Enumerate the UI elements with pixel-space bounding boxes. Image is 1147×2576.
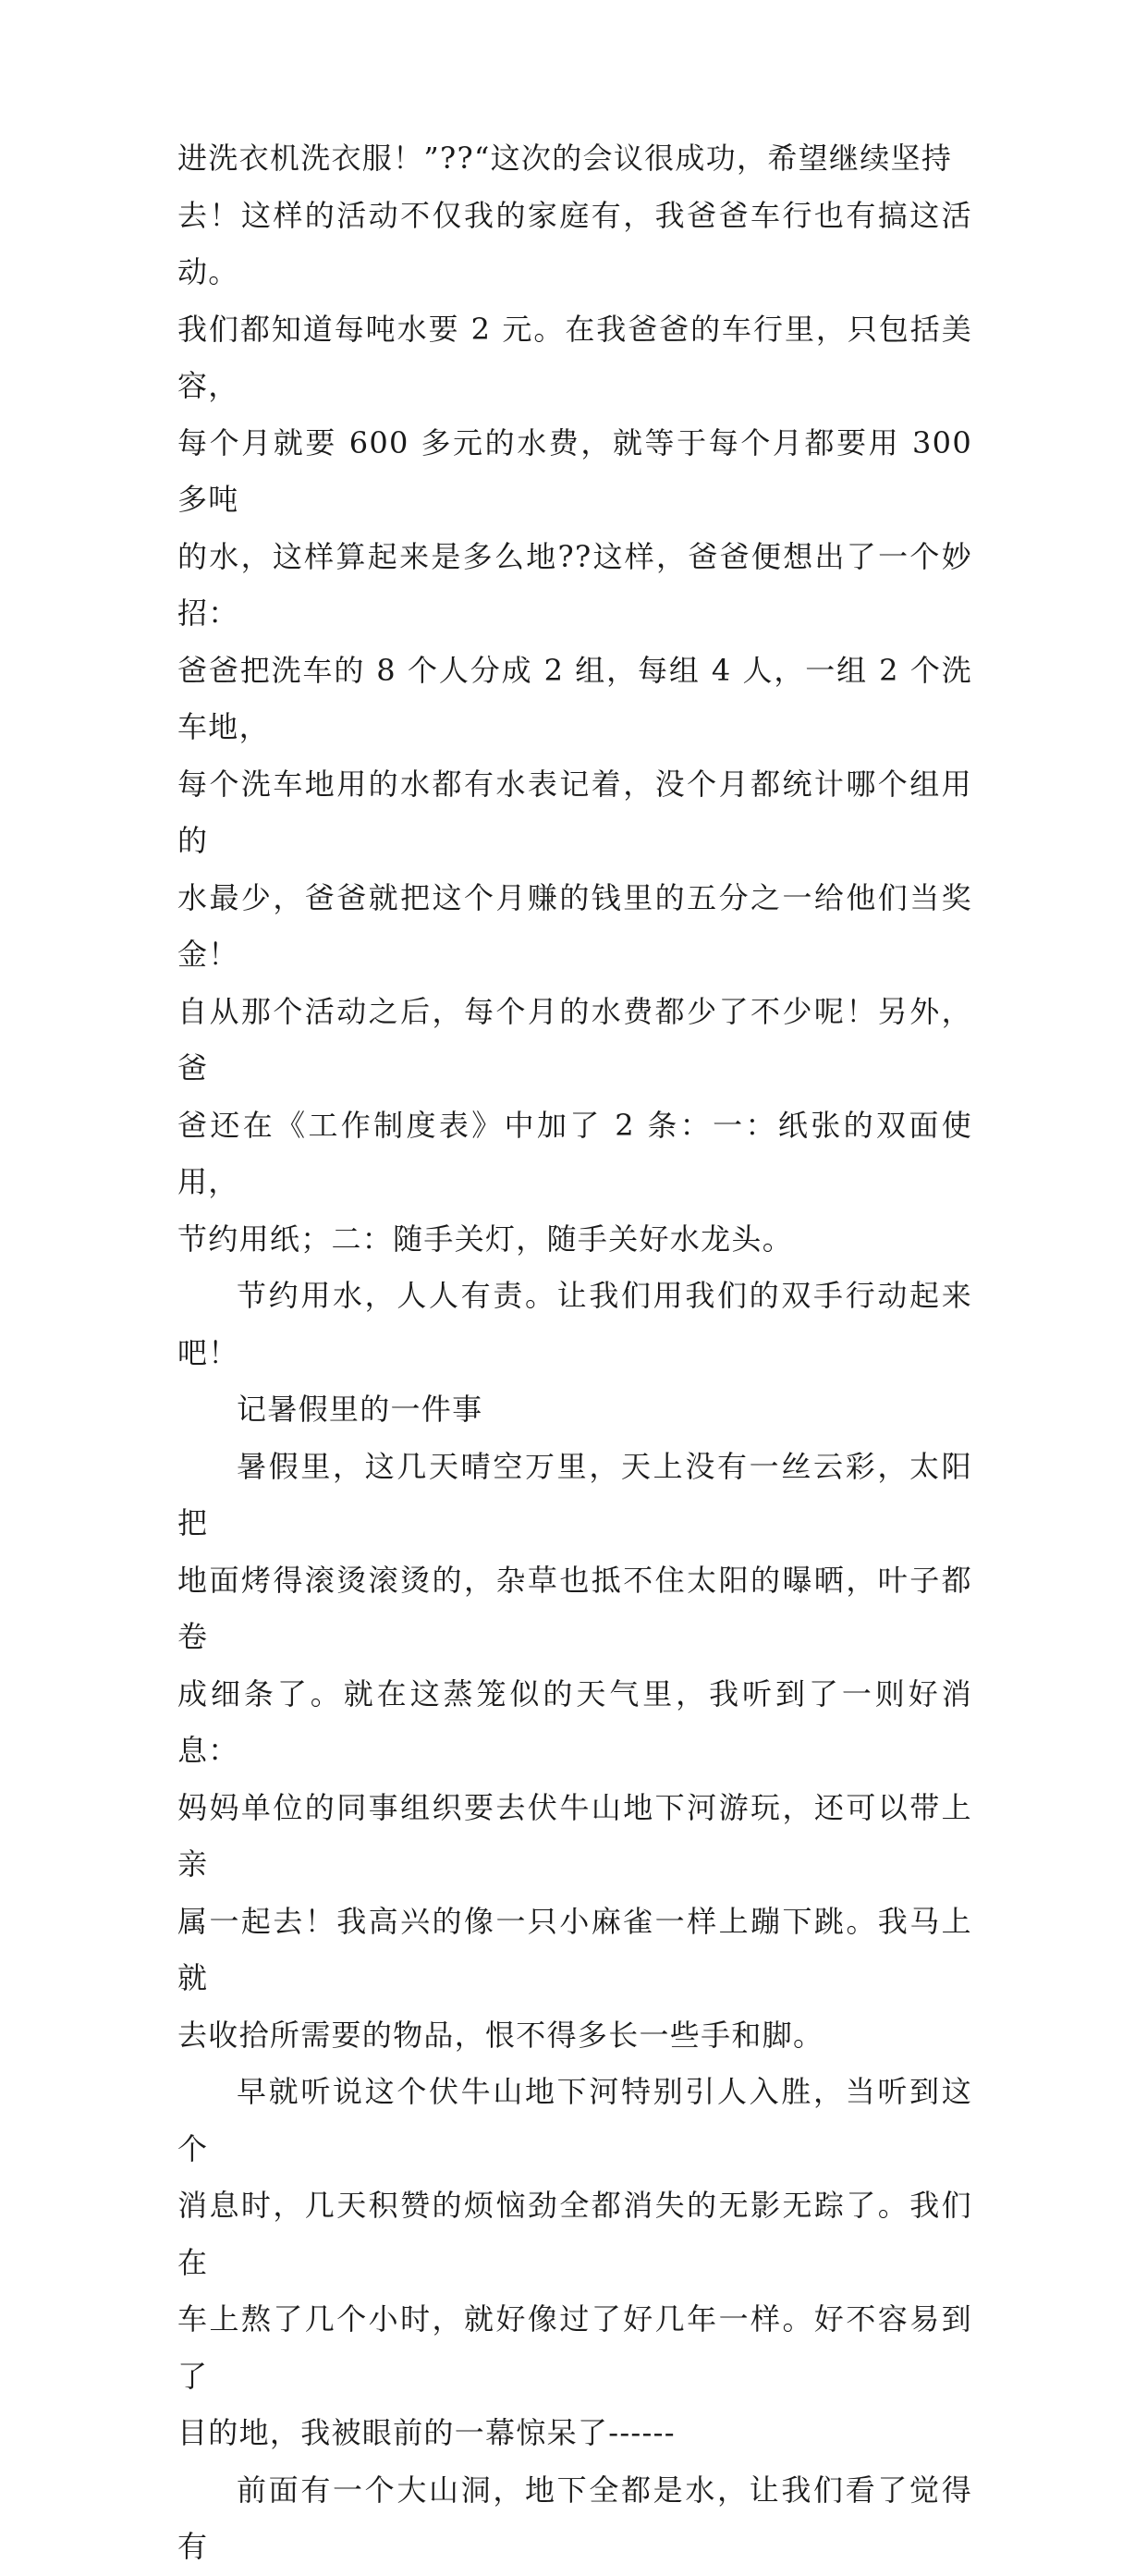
text-line: 节约用水，人人有责。让我们用我们的双手行动起来吧！ (177, 1278, 972, 1370)
text-line: 妈妈单位的同事组织要去伏牛山地下河游玩，还可以带上亲 (177, 1789, 972, 1882)
text-line: 成细条了。就在这蒸笼似的天气里，我听到了一则好消息： (177, 1675, 972, 1768)
text-line: 自从那个活动之后，每个月的水费都少了不少呢！另外，爸 (177, 993, 972, 1086)
text-line: 爸还在《工作制度表》中加了 2 条：一：纸张的双面使用， (177, 1107, 972, 1199)
text-line: 消息时，几天积赞的烦恼劲全都消失的无影无踪了。我们在 (177, 2188, 972, 2280)
paragraph-arrival (177, 2064, 972, 2462)
text-line: 去收拾所需要的物品，恨不得多长一些手和脚。 (177, 2017, 824, 2053)
essay-title (177, 1381, 972, 1439)
paragraph-slogan (177, 1268, 972, 1381)
text-line: 水最少，爸爸就把这个月赚的钱里的五分之一给他们当奖金！ (177, 879, 972, 972)
text-line: 去！这样的活动不仅我的家庭有，我爸爸车行也有搞这活动。 (177, 197, 972, 289)
text-line: 车上熬了几个小时，就好像过了好几年一样。好不容易到了 (177, 2301, 972, 2394)
text-line: 我们都知道每吨水要 2 元。在我爸爸的车行里，只包括美容， (177, 311, 972, 403)
text-line: 爸爸把洗车的 8 个人分成 2 组，每组 4 人，一组 2 个洗车地， (177, 652, 972, 744)
text-line: 早就听说这个伏牛山地下河特别引人入胜，当听到这个 (177, 2074, 972, 2166)
text-line: 每个月就要 600 多元的水费，就等于每个月都要用 300 多吨 (177, 424, 972, 517)
text-line: 属一起去！我高兴的像一只小麻雀一样上蹦下跳。我马上就 (177, 1903, 972, 1995)
text-line: 前面有一个大山洞，地下全都是水，让我们看了觉得有 (177, 2472, 972, 2564)
text-line: 目的地，我被眼前的一幕惊呆了------ (177, 2415, 676, 2450)
text-line: 进洗衣机洗衣服！”??“这次的会议很成功，希望继续坚持 (177, 141, 953, 176)
text-line: 的水，这样算起来是多么地??这样，爸爸便想出了一个妙招： (177, 538, 972, 631)
text-line: 暑假里，这几天晴空万里，天上没有一丝云彩，太阳把 (177, 1448, 972, 1540)
document-page (177, 130, 972, 2576)
text-line: 节约用纸；二：随手关灯，随手关好水龙头。 (177, 1221, 794, 1257)
text-line: 记暑假里的一件事 (237, 1392, 483, 1427)
paragraph-cave (177, 2462, 972, 2576)
text-line: 每个洗车地用的水都有水表记着，没个月都统计哪个组用的 (177, 766, 972, 858)
paragraph-car-wash-water-saving (177, 130, 972, 1268)
paragraph-summer-heat (177, 1439, 972, 2065)
text-line: 地面烤得滚烫滚烫的，杂草也抵不住太阳的曝晒，叶子都卷 (177, 1562, 972, 1654)
